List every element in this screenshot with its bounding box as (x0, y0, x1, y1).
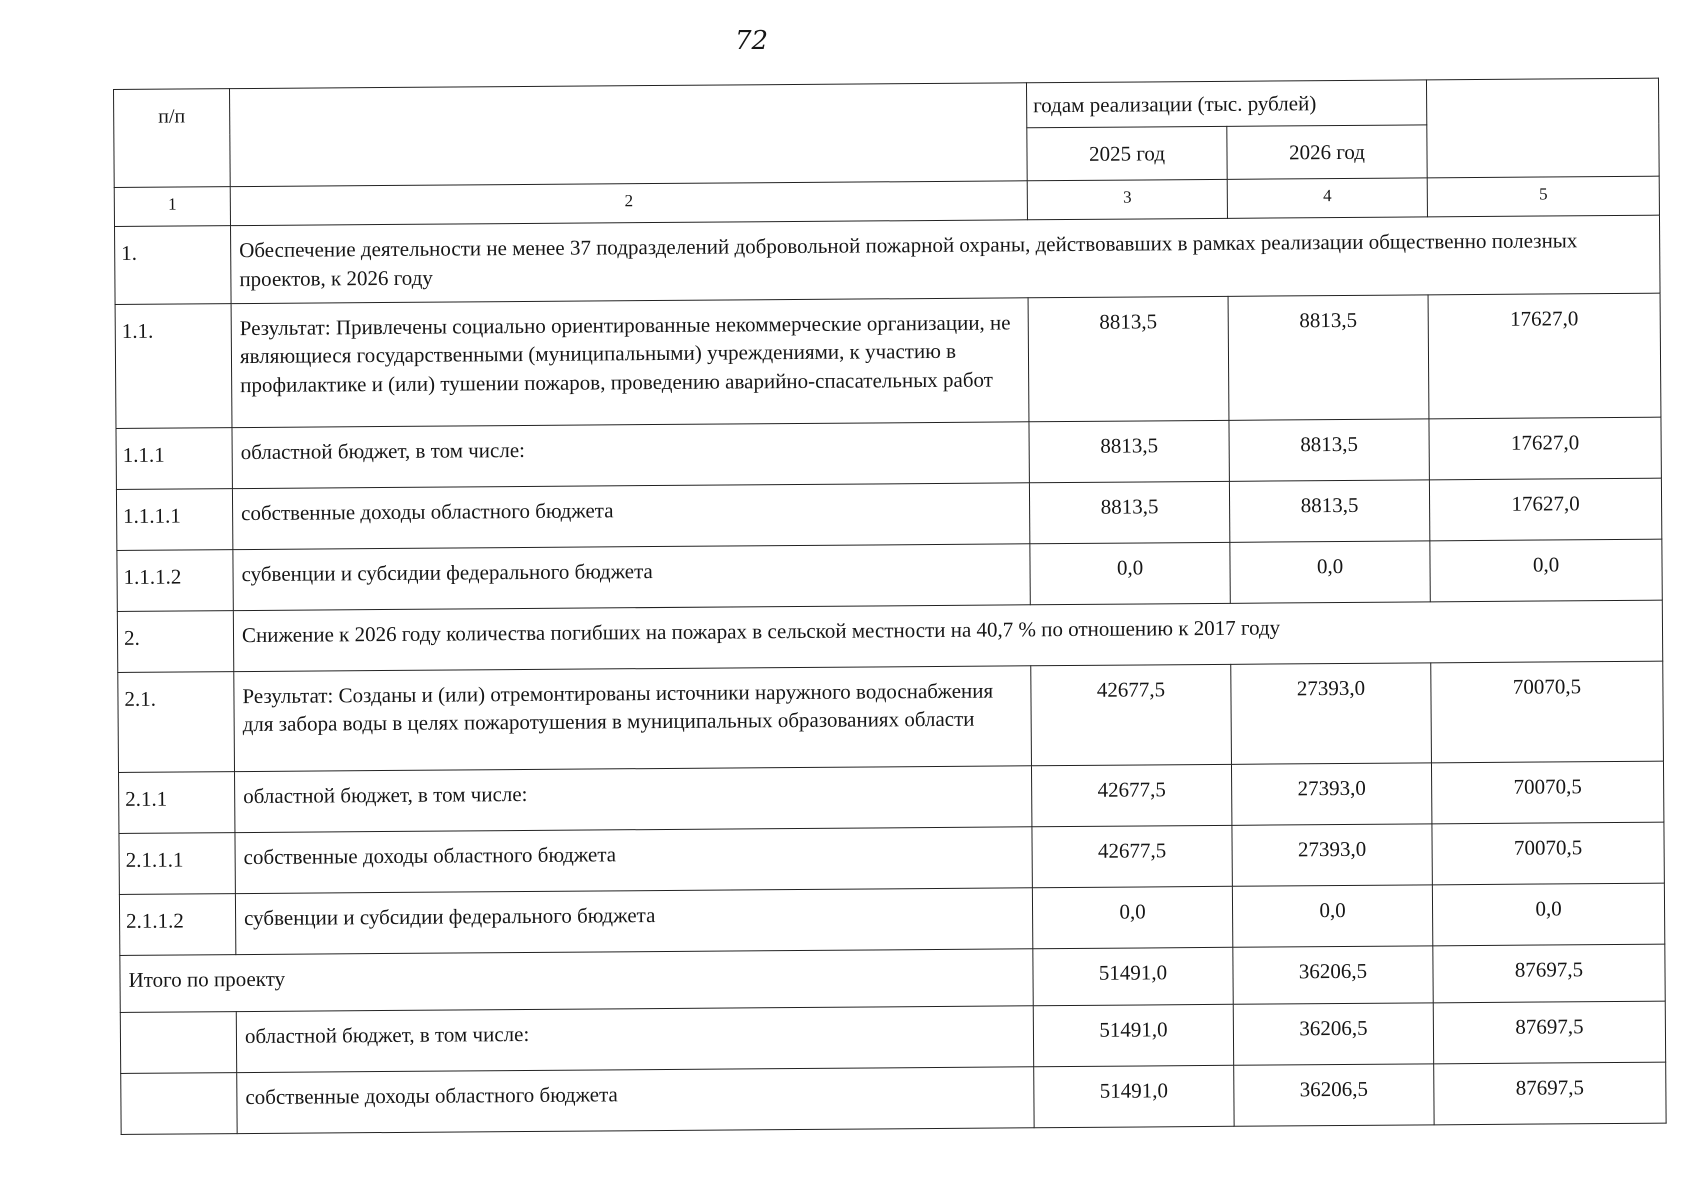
value-2026: 36206,5 (1233, 1003, 1433, 1065)
value-2025: 8813,5 (1029, 420, 1229, 482)
row-text: субвенции и субсидии федерального бюджета (235, 888, 1032, 955)
value-2026: 8813,5 (1228, 295, 1429, 420)
row-index: 1.1.1.2 (117, 550, 233, 612)
column-number-4: 4 (1227, 178, 1427, 218)
value-2026: 27393,0 (1231, 763, 1431, 825)
row-text: областной бюджет, в том числе: (235, 766, 1032, 833)
table-row (119, 761, 1664, 833)
value-2025: 8813,5 (1029, 481, 1229, 543)
value-2026: 36206,5 (1234, 1064, 1434, 1126)
value-2025: 42677,5 (1032, 825, 1232, 887)
value-2025: 51491,0 (1034, 1065, 1234, 1127)
column-number-3: 3 (1027, 180, 1227, 220)
row-index (121, 1073, 237, 1135)
table-body (115, 216, 1667, 1135)
financing-table (113, 78, 1667, 1135)
header-col2 (230, 83, 1028, 187)
section-title: Снижение к 2026 году количества погибших на пожарах в сельской местности на 40,7 % по отношению к 2017 году (233, 600, 1662, 671)
value-2025: 0,0 (1032, 886, 1232, 948)
row-index: 2. (117, 611, 233, 673)
value-2026: 27393,0 (1232, 824, 1432, 886)
row-index: 2.1.1 (119, 772, 235, 834)
value-2026: 8813,5 (1229, 419, 1429, 481)
column-number-1: 1 (114, 187, 230, 227)
table-row (119, 883, 1664, 955)
page-number: 72 (735, 26, 769, 56)
table-row (117, 600, 1662, 672)
row-text: собственные доходы областного бюджета (235, 827, 1032, 894)
row-text: собственные доходы областного бюджета (237, 1067, 1034, 1134)
value-2025: 51491,0 (1033, 947, 1233, 1005)
row-text: собственные доходы областного бюджета (232, 483, 1029, 550)
value-2026: 8813,5 (1229, 480, 1429, 542)
value-total: 17627,0 (1429, 417, 1661, 480)
table-row (118, 661, 1664, 772)
value-total: 70070,5 (1432, 822, 1664, 885)
row-index: 2.1. (118, 672, 235, 773)
section-title: Обеспечение деятельности не менее 37 подразделений добровольной пожарной охраны, действовавших в рамках реализации общественно полезных проектов, к 2026 году (231, 216, 1661, 304)
table-row (115, 216, 1661, 305)
value-total: 87697,5 (1433, 944, 1665, 1003)
value-total: 70070,5 (1431, 661, 1664, 763)
row-index: 2.1.1.1 (119, 833, 235, 895)
value-2026: 36206,5 (1233, 946, 1433, 1004)
value-total: 0,0 (1430, 539, 1662, 602)
row-text: Результат: Созданы и (или) отремонтированы источники наружного водоснабжения для забора воды в целях пожаротушения в муниципальных образованиях области (234, 666, 1032, 772)
row-index: 1.1.1.1 (116, 489, 232, 551)
column-number-2: 2 (230, 181, 1027, 226)
value-total: 87697,5 (1433, 1001, 1665, 1064)
header-year-2026: 2026 год (1227, 125, 1427, 179)
table-row (116, 417, 1661, 489)
row-text: областной бюджет, в том числе: (232, 422, 1029, 489)
header-pp: п/п (114, 89, 231, 188)
table-row (120, 1001, 1665, 1073)
value-2026: 0,0 (1232, 885, 1432, 947)
table-header (114, 78, 1660, 227)
row-index: 2.1.1.2 (119, 894, 235, 956)
value-2025: 51491,0 (1033, 1004, 1233, 1066)
value-total: 70070,5 (1431, 761, 1663, 824)
row-index (120, 1012, 236, 1074)
value-total: 0,0 (1432, 883, 1664, 946)
header-years-group: годам реализации (тыс. рублей) (1026, 80, 1426, 128)
value-total: 87697,5 (1434, 1062, 1666, 1125)
row-text: Результат: Привлечены социально ориентированные некоммерческие организации, не являющиеся государственными (муниципальными) учреждениями, к участию в профилактике и (или) тушении пожаров, проведению аварийно-спасательных работ (231, 298, 1029, 428)
table-row (117, 539, 1662, 611)
row-index: 1.1. (115, 304, 232, 429)
total-label: Итого по проекту (120, 949, 1033, 1013)
row-index: 1. (115, 226, 232, 305)
header-col5 (1426, 78, 1659, 178)
column-number-5: 5 (1427, 177, 1659, 218)
row-text: областной бюджет, в том числе: (236, 1006, 1033, 1073)
value-total: 17627,0 (1428, 293, 1661, 419)
row-index: 1.1.1 (116, 428, 232, 490)
value-2025: 42677,5 (1031, 764, 1231, 826)
table-row (121, 1062, 1666, 1134)
table-row (115, 293, 1661, 428)
table-row (119, 822, 1664, 894)
value-total: 17627,0 (1429, 478, 1661, 541)
value-2025: 8813,5 (1028, 296, 1229, 421)
value-2025: 0,0 (1030, 542, 1230, 604)
header-year-2025: 2025 год (1027, 127, 1227, 181)
value-2026: 0,0 (1230, 541, 1430, 603)
value-2026: 27393,0 (1231, 663, 1432, 764)
row-text: субвенции и субсидии федерального бюджета (233, 544, 1030, 611)
value-2025: 42677,5 (1031, 664, 1232, 765)
table-row (116, 478, 1661, 550)
